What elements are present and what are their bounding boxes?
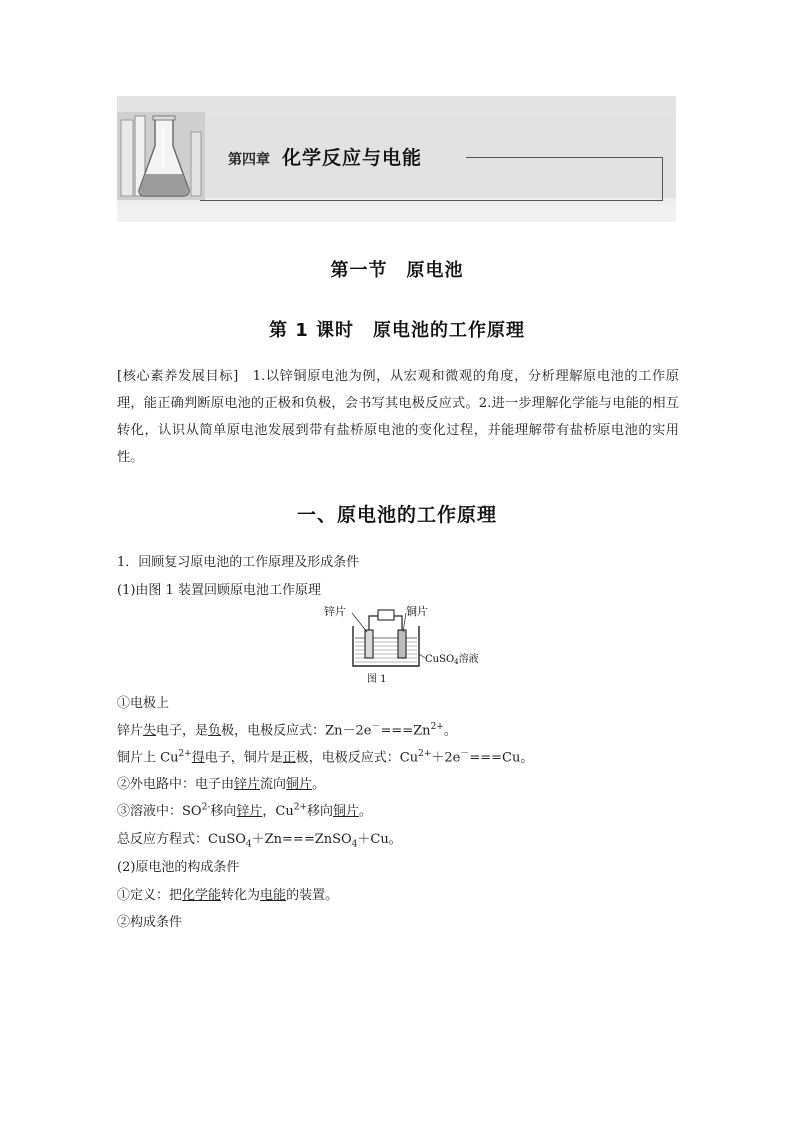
sub-item-1: (1)由图 1 装置回顾原电池工作原理 xyxy=(117,583,321,598)
banner-rule-bottom xyxy=(200,200,663,201)
section-title: 第一节 原电池 xyxy=(330,260,464,281)
label-zinc: 锌片 xyxy=(324,605,346,618)
chapter-number: 第四章 xyxy=(228,152,270,168)
chapter-title: 化学反应与电能 xyxy=(282,147,423,169)
zinc-copper-cell-diagram xyxy=(322,604,479,686)
banner-bottom-band xyxy=(117,206,676,222)
lab-flask-image xyxy=(117,112,205,200)
conditions-heading: ②构成条件 xyxy=(117,915,183,930)
banner-rule-horizontal xyxy=(466,157,662,158)
part-title: 一、原电池的工作原理 xyxy=(296,504,497,526)
sub-item-2: (2)原电池的构成条件 xyxy=(117,860,240,875)
banner-rule-vertical xyxy=(662,157,663,201)
label-copper: 铜片 xyxy=(406,605,428,618)
zinc-electrode-line: 锌片失电子，是负极，电极反应式：$Zn-2e^-===Zn^{2+}$。 xyxy=(117,722,457,739)
copper-electrode-line: 铜片上 $Cu^{2+}$得电子，铜片是正极，电极反应式：$Cu^{2+}+2e^-===Cu$。 xyxy=(117,749,534,766)
label-solution: CuSO$_4$溶液 xyxy=(425,654,479,666)
electrode-heading: ①电极上 xyxy=(117,696,170,711)
goals-text: 1.以锌铜原电池为例，从宏观和微观的角度，分析理解原电池的工作原理，能正确判断原电池的正极和负极，会书写其电极反应式。2.进一步理解化学能与电能的相互转化，认识从简单原电池发展到带有盐桥原电池的变化过程，并能理解带有盐桥原电池的实用性。 xyxy=(117,369,679,465)
solution-ion-line: ③溶液中：$SO^{2-}$移向锌片，$Cu^{2+}$移向铜片。 xyxy=(117,802,373,819)
item-1-heading: 1．回顾复习原电池的工作原理及形成条件 xyxy=(117,555,360,570)
external-circuit-line: ②外电路中：电子由锌片流向铜片。 xyxy=(117,777,326,792)
lesson-title: 第 1 课时 原电池的工作原理 xyxy=(268,320,526,341)
figure-caption: 图 1 xyxy=(367,674,387,685)
core-goals-paragraph xyxy=(117,363,679,471)
chapter-heading xyxy=(228,143,422,173)
definition-line: ①定义：把化学能转化为电能的装置。 xyxy=(117,888,339,903)
total-reaction-line: 总反应方程式：CuSO$_4$＋Zn===ZnSO$_4$＋Cu。 xyxy=(117,832,402,850)
goals-label: [核心素养发展目标] xyxy=(117,369,239,384)
